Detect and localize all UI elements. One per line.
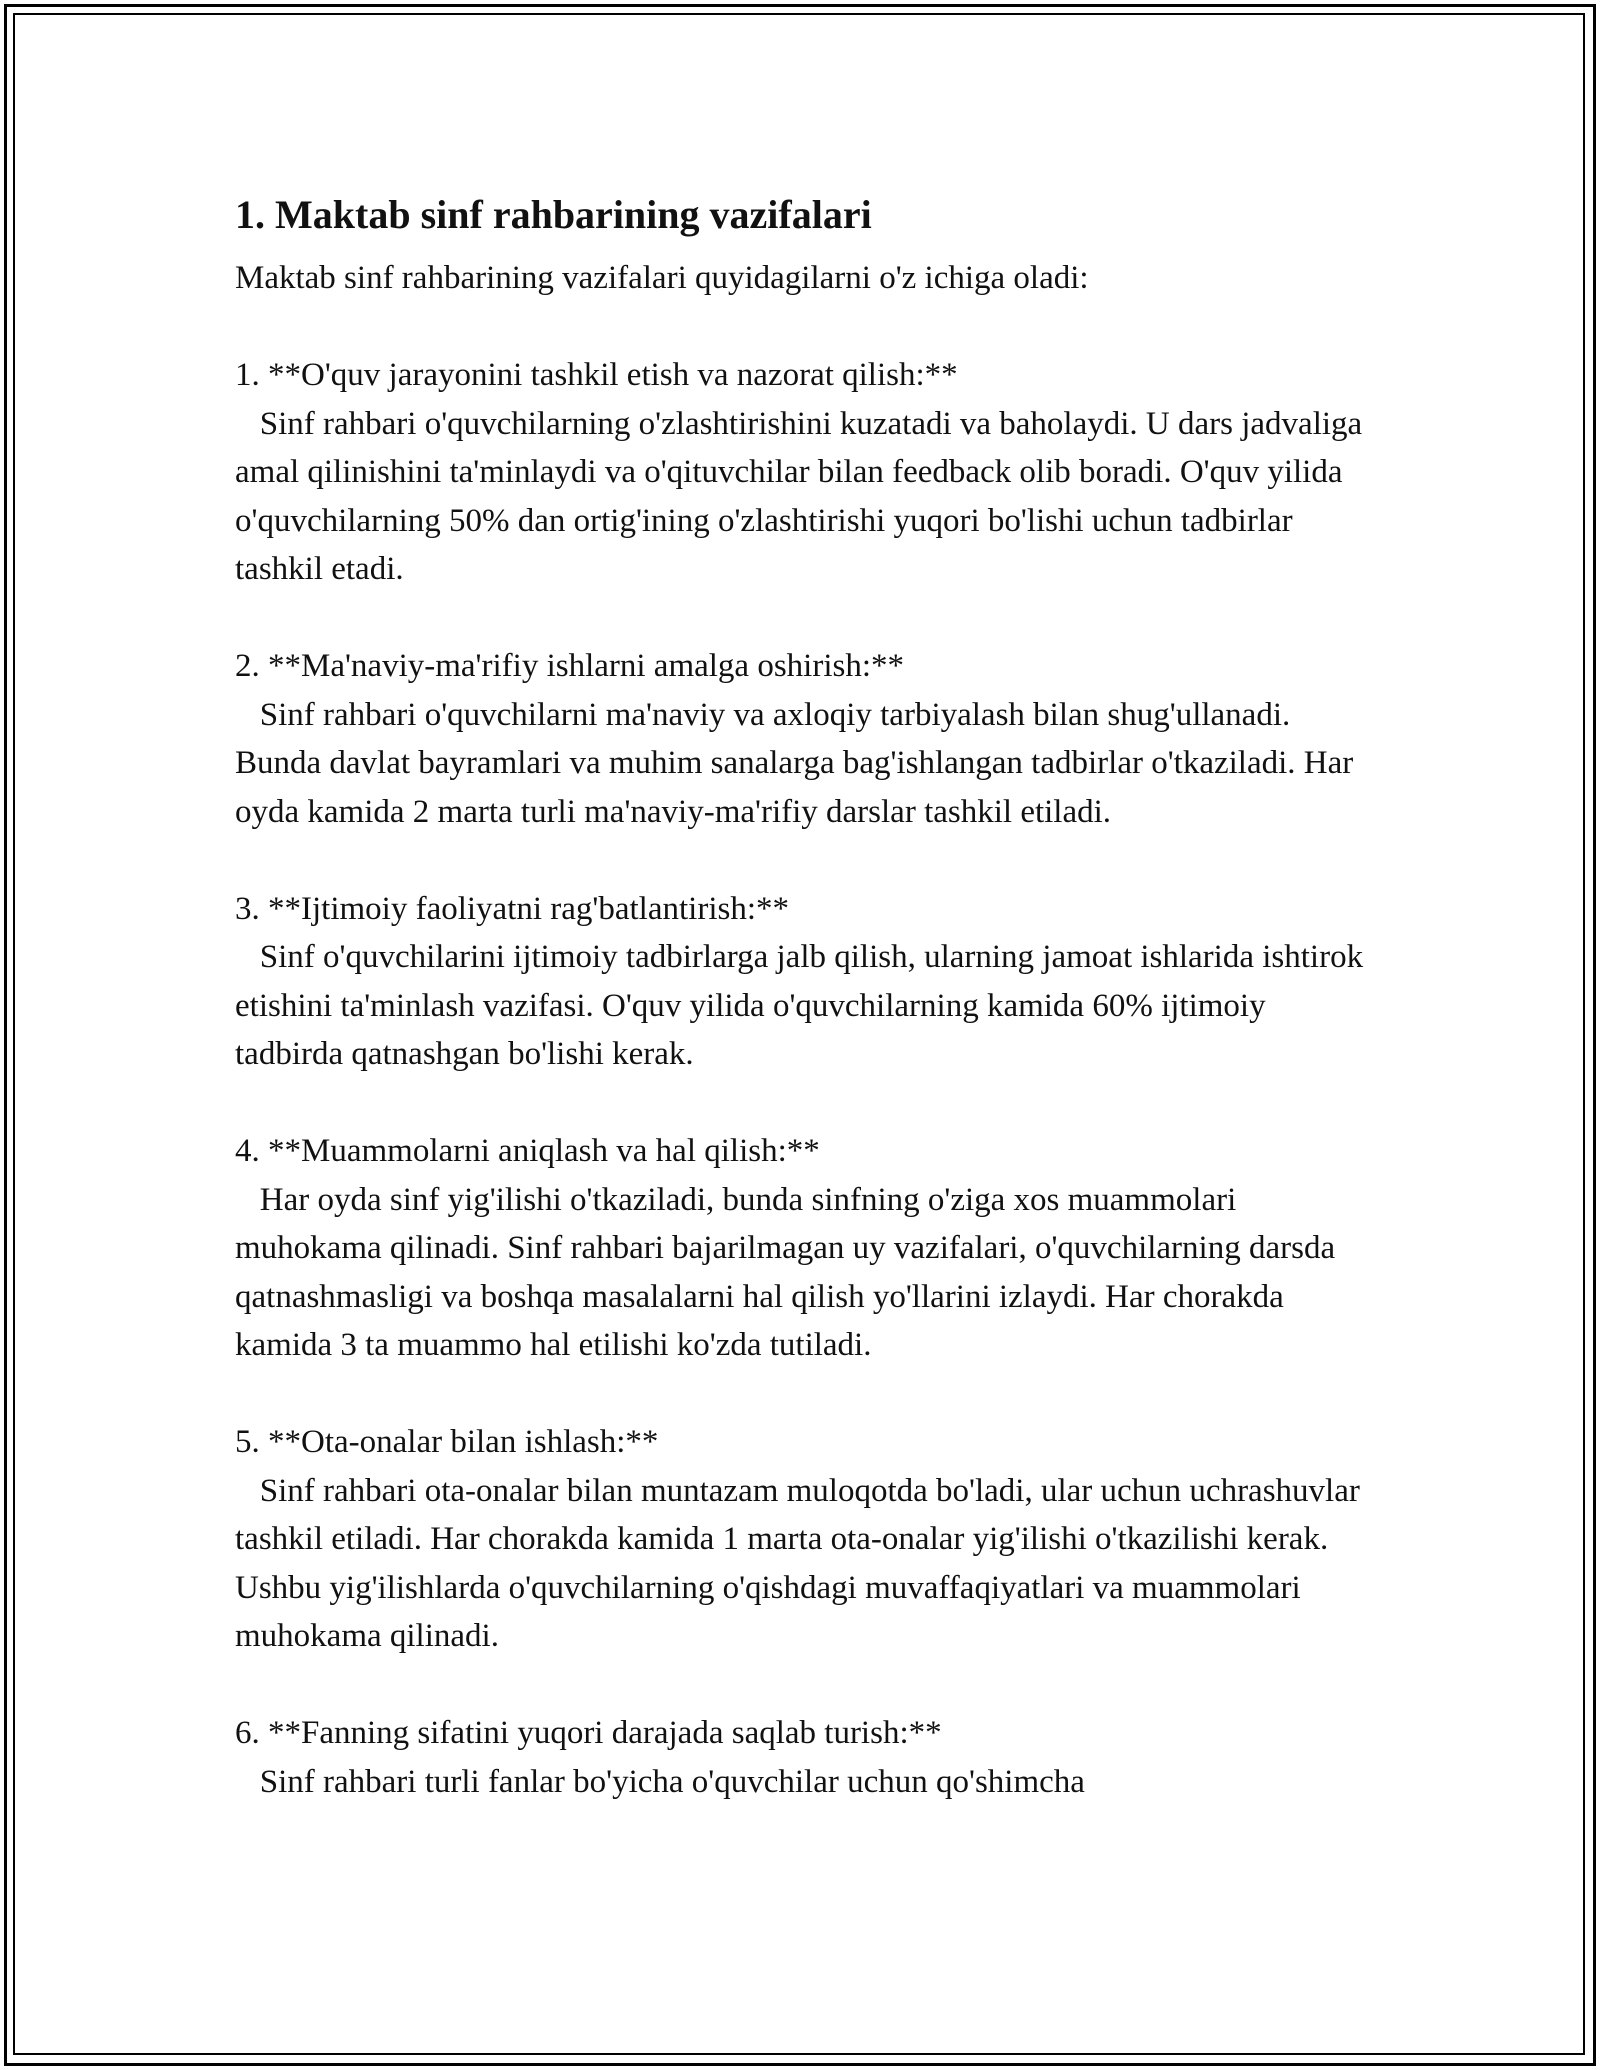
section-heading: 4. **Muammolarni aniqlash va hal qilish:** [235,1133,820,1169]
document-title: 1. Maktab sinf rahbarining vazifalari [235,192,872,237]
section-body: Sinf rahbari turli fanlar bo'yicha o'quvchilar uchun qo'shimcha [235,1763,1085,1800]
section-heading: 3. **Ijtimoiy faoliyatni rag'batlantirish:** [235,890,790,927]
section-heading: 1. **O'quv jarayonini tashkil etish va nazorat qilish:** [235,357,958,393]
section-heading: 5. **Ota-onalar bilan ishlash:** [235,1424,659,1460]
section-body: Sinf rahbari ota-onalar bilan muntazam muloqotda bo'ladi, ular uchun uchrashuvlar tashkil etiladi. Har chorakda kamida 1 marta ota-onalar yig'ilishi o'tkazilishi kerak. Ushbu yig'ilishlarda o'quvchilarning o'qishdagi muvaffaqiyatlari va muammolari muhokama qilinadi. [235,1472,1369,1654]
intro-paragraph: Maktab sinf rahbarining vazifalari quyidagilarni o'z ichiga oladi: [235,260,1089,296]
section-1 [235,351,1380,594]
section-body: Sinf rahbari o'quvchilarni ma'naviy va axloqiy tarbiyalash bilan shug'ullanadi. Bunda davlat bayramlari va muhim sanalarga bag'ishlangan tadbirlar o'tkaziladi. Har oyda kamida 2 marta turli ma'naviy-ma'rifiy darslar tashkil etiladi. [235,696,1362,830]
section-2 [235,642,1380,836]
section-5 [235,1418,1380,1661]
section-3 [235,885,1380,1079]
section-heading: 6. **Fanning sifatini yuqori darajada saqlab turish:** [235,1715,942,1751]
section-body: Sinf rahbari o'quvchilarning o'zlashtirishini kuzatadi va baholaydi. U dars jadvaliga amal qilinishini ta'minlaydi va o'qituvchilar bilan feedback olib boradi. O'quv yilida o'quvchilarning 50% dan ortig'ining o'zlashtirishi yuqori bo'lishi uchun tadbirlar tashkil etadi. [235,405,1371,587]
document-content [235,180,1380,1855]
section-4 [235,1127,1380,1370]
section-6 [235,1709,1380,1806]
section-heading: 2. **Ma'naviy-ma'rifiy ishlarni amalga oshirish:** [235,648,905,684]
section-body: Har oyda sinf yig'ilishi o'tkaziladi, bunda sinfning o'ziga xos muammolari muhokama qilinadi. Sinf rahbari bajarilmagan uy vazifalari, o'quvchilarning darsda qatnashmasligi va boshqa masalalarni hal qilish yo'llarini izlaydi. Har chorakda kamida 3 ta muammo hal etilishi ko'zda tutiladi. [235,1181,1344,1363]
section-body: Sinf o'quvchilarini ijtimoiy tadbirlarga jalb qilish, ularning jamoat ishlarida ishtirok etishini ta'minlash vazifasi. O'quv yilida o'quvchilarning kamida 60% ijtimoiy tadbirda qatnashgan bo'lishi kerak. [235,939,1372,1072]
